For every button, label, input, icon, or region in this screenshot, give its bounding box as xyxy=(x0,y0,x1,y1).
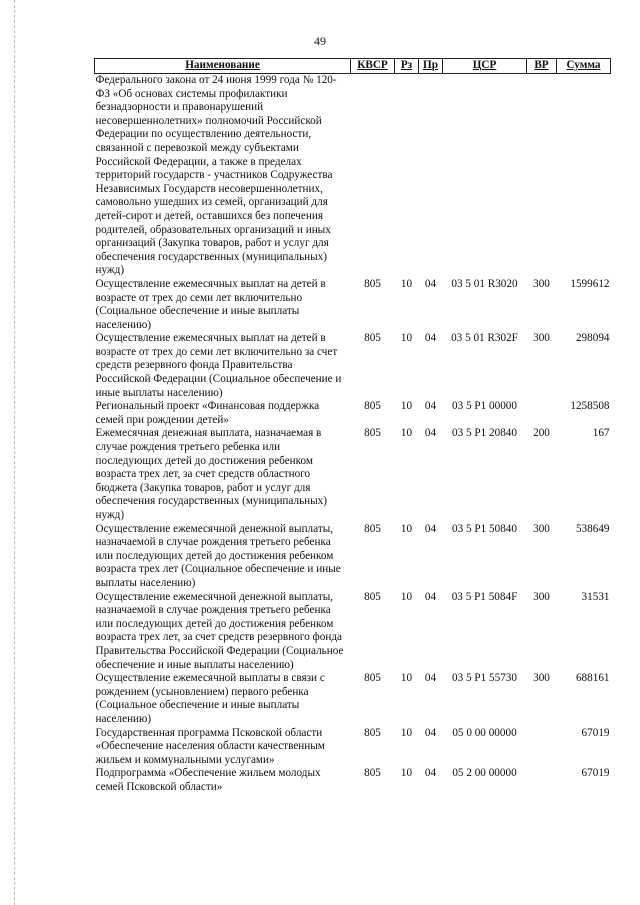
table-row xyxy=(95,278,611,332)
scan-edge xyxy=(14,0,16,905)
cell-pr: 04 xyxy=(424,400,437,413)
cell-csr: 03 5 P1 00000 xyxy=(452,400,517,413)
cell-name: Ежемесячная денежная выплата, назначаемая в случае рождения третьего ребенка или последующих детей до достижения ребенком возраста трех лет, за счет средств областного бюджета (Закупка товаров, работ и услуг для обеспечения государственных (муниципальных) нужд) xyxy=(95,427,327,521)
cell-kvsr: 805 xyxy=(364,672,381,685)
cell-name: Региональный проект «Финансовая поддержка семей при рождении детей» xyxy=(95,400,320,426)
cell-csr: 05 2 00 00000 xyxy=(452,767,517,780)
cell-name: Осуществление ежемесячных выплат на детей в возрасте от трех до семи лет включительно за счет средств резервного фонда Правительства Российской Федерации (Социальное обеспечение и иные выплаты населению) xyxy=(95,332,342,399)
table-row xyxy=(95,332,611,400)
cell-sum: 688161 xyxy=(575,672,610,685)
cell-sum: 167 xyxy=(592,427,610,440)
cell-sum xyxy=(557,74,611,278)
column-header-sum: Сумма xyxy=(557,59,611,74)
cell-kvsr: 805 xyxy=(364,332,381,345)
cell-name: Осуществление ежемесячных выплат на детей в возрасте от трех до семи лет включительно (Социальное обеспечение и иные выплаты населению) xyxy=(95,277,326,331)
cell-sum: 1599612 xyxy=(570,277,610,290)
cell-sum: 67019 xyxy=(581,726,610,739)
cell-kvsr: 805 xyxy=(364,590,381,603)
cell-rz: 10 xyxy=(400,427,413,440)
cell-csr: 05 0 00 00000 xyxy=(452,726,517,739)
cell-sum: 1258508 xyxy=(570,400,610,413)
cell-csr: 03 5 P1 5084F xyxy=(451,590,518,603)
cell-kvsr: 805 xyxy=(364,400,381,413)
cell-pr: 04 xyxy=(424,522,437,535)
cell-rz: 10 xyxy=(400,726,413,739)
cell-name: Подпрограмма «Обеспечение жильем молодых семей Псковской области» xyxy=(95,767,321,793)
cell-rz xyxy=(395,74,419,278)
cell-name: Государственная программа Псковской области «Обеспечение населения области качественным жильем и коммунальными услугами» xyxy=(95,726,325,766)
cell-kvsr: 805 xyxy=(364,767,381,780)
table-row xyxy=(95,400,611,427)
cell-kvsr: 805 xyxy=(364,522,381,535)
column-header-vr: ВР xyxy=(527,59,557,74)
cell-vr xyxy=(527,74,557,278)
cell-name: Осуществление ежемесячной денежной выплаты, назначаемой в случае рождения третьего ребенка или последующих детей до достижения ребенком возраста трех лет, за счет средств резервного фонда Правительства Российской Федерации (Социальное обеспечение и иные выплаты населению) xyxy=(95,590,344,671)
cell-pr xyxy=(419,74,443,278)
cell-rz: 10 xyxy=(400,767,413,780)
cell-rz: 10 xyxy=(400,332,413,345)
cell-rz: 10 xyxy=(400,672,413,685)
cell-vr: 300 xyxy=(533,332,550,345)
cell-kvsr xyxy=(351,74,395,278)
cell-pr: 04 xyxy=(424,672,437,685)
cell-rz: 10 xyxy=(400,522,413,535)
cell-vr xyxy=(527,767,557,794)
table-row xyxy=(95,74,611,278)
cell-vr xyxy=(527,400,557,427)
cell-csr: 03 5 01 R302F xyxy=(451,332,518,345)
table-row xyxy=(95,591,611,673)
table-row xyxy=(95,767,611,794)
cell-name: Федерального закона от 24 июня 1999 года № 120-ФЗ «Об основах системы профилактики безнадзорности и правонарушений несовершеннолетних» полномочий Российской Федерации по осуществлению деятельности, связанной с перевозкой между субъектами Российской Федерации, а также в пределах территорий государств - участников Содружества Независимых Государств несовершеннолетних, самовольно ушедших из семей, организаций для детей-сирот и детей, оставшихся без попечения родителей, образовательных организаций и иных организаций (Закупка товаров, работ и услуг для обеспечения государственных (муниципальных) нужд) xyxy=(95,74,337,277)
column-header-name: Наименование xyxy=(95,59,351,74)
column-header-kvsr: КВСР xyxy=(351,59,395,74)
cell-rz: 10 xyxy=(400,277,413,290)
cell-csr: 03 5 P1 50840 xyxy=(452,522,517,535)
cell-sum: 298094 xyxy=(575,332,610,345)
cell-sum: 538649 xyxy=(575,522,610,535)
cell-sum: 67019 xyxy=(581,767,610,780)
column-header-csr: ЦСР xyxy=(443,59,527,74)
cell-pr: 04 xyxy=(424,767,437,780)
cell-name: Осуществление ежемесячной денежной выплаты, назначаемой в случае рождения третьего ребенка или последующих детей до достижения ребенком возраста трех лет (Социальное обеспечение и иные выплаты населению) xyxy=(95,522,341,589)
cell-sum: 31531 xyxy=(581,590,610,603)
cell-kvsr: 805 xyxy=(364,726,381,739)
cell-vr: 300 xyxy=(533,590,550,603)
table-row xyxy=(95,523,611,591)
cell-pr: 04 xyxy=(424,277,437,290)
cell-csr: 03 5 01 R3020 xyxy=(451,277,518,290)
cell-csr: 03 5 P1 55730 xyxy=(452,672,517,685)
cell-pr: 04 xyxy=(424,726,437,739)
cell-csr xyxy=(443,74,527,278)
table-row xyxy=(95,672,611,726)
cell-name: Осуществление ежемесячной выплаты в связи с рождением (усыновлением) первого ребенка (Социальное обеспечение и иные выплаты населению) xyxy=(95,672,325,725)
table-row xyxy=(95,427,611,522)
cell-vr: 300 xyxy=(533,522,550,535)
page-number: 49 xyxy=(314,34,326,48)
cell-kvsr: 805 xyxy=(364,277,381,290)
cell-rz: 10 xyxy=(400,400,413,413)
cell-kvsr: 805 xyxy=(364,427,381,440)
cell-vr: 300 xyxy=(533,277,550,290)
cell-pr: 04 xyxy=(424,427,437,440)
column-header-rz: Рз xyxy=(395,59,419,74)
cell-csr: 03 5 P1 20840 xyxy=(452,427,517,440)
table-row xyxy=(95,727,611,768)
cell-pr: 04 xyxy=(424,332,437,345)
cell-pr: 04 xyxy=(424,590,437,603)
cell-vr xyxy=(527,727,557,768)
budget-table xyxy=(94,58,611,794)
cell-vr: 200 xyxy=(533,427,550,440)
cell-vr: 300 xyxy=(533,672,550,685)
table-header-row xyxy=(95,59,611,74)
column-header-pr: Пр xyxy=(419,59,443,74)
cell-rz: 10 xyxy=(400,590,413,603)
